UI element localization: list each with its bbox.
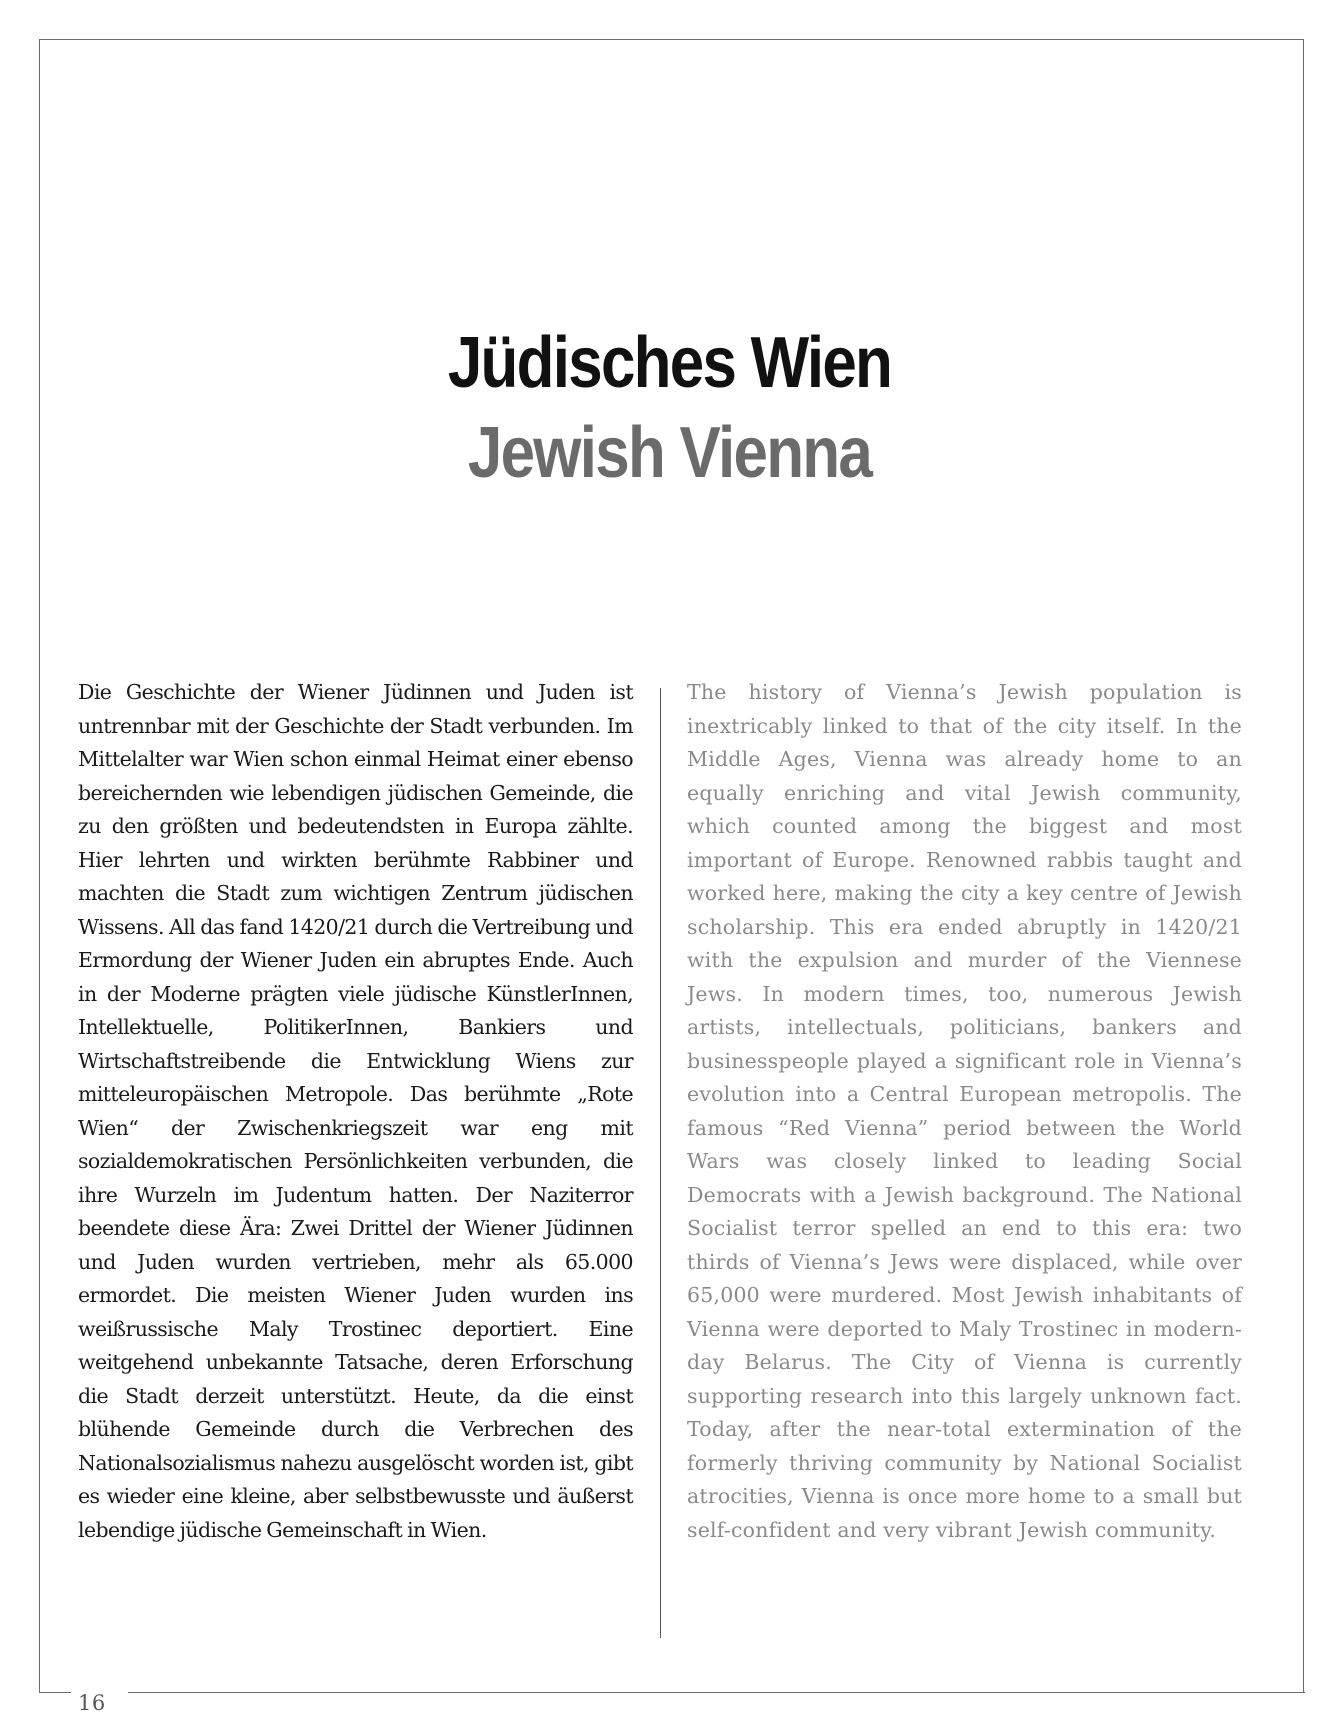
column-divider (660, 688, 661, 1638)
title-block (0, 318, 1339, 498)
title-german: Jüdisches Wien (447, 323, 892, 403)
body-text-english: The history of Vienna’s Jewish population is inextricably linked to that of the city itself. In the Middle Ages, Vienna was already home to an equally enriching and vital Jewish community, which counted among the biggest and most important of Europe. Renowned rabbis taught and worked here, making the city a key centre of Jewish scholarship. This era ended abruptly in 1420/21 with the expulsion and murder of the Viennese Jews. In modern times, too, numerous Jewish artists, intellectuals, politicians, bankers and businesspeople played a significant role in Vienna’s evolution into a Central European metropolis. The famous “Red Vienna” period between the World Wars was closely linked to leading Social Democrats with a Jewish background. The National Socialist terror spelled an end to this era: two thirds of Vienna’s Jews were displaced, while over 65,000 were murdered. Most Jewish inhabitants of Vienna were deported to Maly Trostinec in modern-day Belarus. The City of Vienna is currently supporting research into this largely unknown fact. Today, after the near-total extermination of the formerly thriving community by National Socialist atrocities, Vienna is once more home to a small but self-confident and very vibrant Jewish community. (687, 680, 1242, 1542)
page-frame-top (39, 39, 1304, 40)
page-frame-bottom-right (128, 1692, 1305, 1693)
page-frame-right (1303, 39, 1304, 1692)
page-frame-bottom-left (39, 1692, 71, 1693)
page-number: 16 (78, 1691, 106, 1715)
page-frame-left (39, 39, 40, 1692)
body-text-german: Die Geschichte der Wiener Jüdinnen und Juden ist untrennbar mit der Geschichte der Stadt verbunden. Im Mittelalter war Wien schon einmal Heimat einer ebenso bereichernden wie lebendigen jüdischen Gemeinde, die zu den größten und bedeutendsten in Europa zählte. Hier lehrten und wirkten berühmte Rabbiner und machten die Stadt zum wichtigen Zentrum jüdischen Wissens. All das fand 1420/21 durch die Vertreibung und Ermordung der Wiener Juden ein abruptes Ende. Auch in der Moderne prägten viele jüdische KünstlerInnen, Intellektuelle, PolitikerInnen, Bankiers und Wirtschaftstreibende die Entwicklung Wiens zur mitteleuropäischen Metropole. Das berühmte „Rote Wien“ der Zwischenkriegszeit war eng mit sozialdemokratischen Persönlichkeiten verbunden, die ihre Wurzeln im Judentum hatten. Der Naziterror beendete diese Ära: Zwei Drittel der Wiener Jüdinnen und Juden wurden vertrieben, mehr als 65.000 ermordet. Die meisten Wiener Juden wurden ins weißrussische Maly Trostinec deportiert. Eine weitgehend unbekannte Tatsache, deren Erforschung die Stadt derzeit unterstützt. Heute, da die einst blühende Gemeinde durch die Verbrechen des Nationalsozialismus nahezu ausgelöscht worden ist, gibt es wieder eine kleine, aber selbstbewusste und äußerst lebendige jüdische Gemeinschaft in Wien. (78, 680, 633, 1542)
title-english: Jewish Vienna (467, 413, 872, 493)
